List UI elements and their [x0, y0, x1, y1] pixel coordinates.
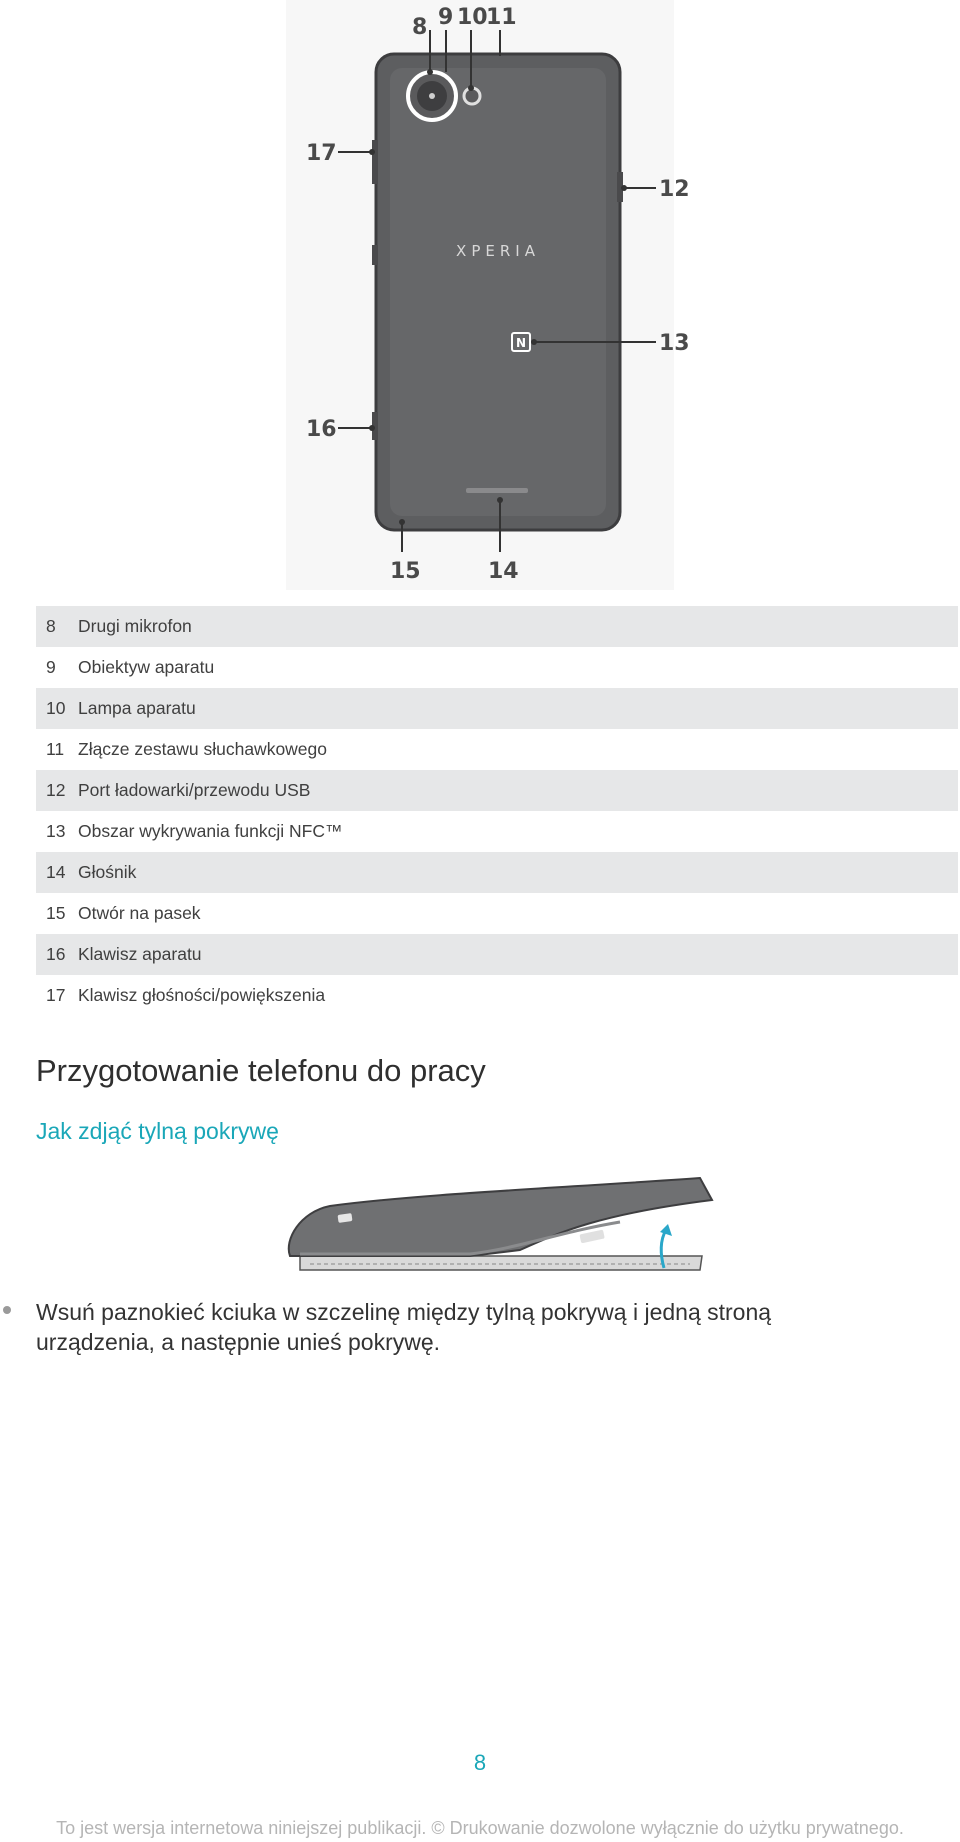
- page-number: 8: [473, 1750, 487, 1775]
- legend-label: Klawisz aparatu: [78, 944, 202, 964]
- callout-16: 16: [306, 417, 337, 442]
- legend-row: [36, 647, 958, 688]
- legend-number: 10: [46, 698, 66, 718]
- speaker-grille: [466, 488, 528, 493]
- legend-row: [36, 729, 958, 770]
- footer-note: To jest wersja internetowa niniejszej publikacji. © Drukowanie dozwolone wyłącznie do użytku prywatnego.: [56, 1818, 904, 1838]
- legend-label: Obszar wykrywania funkcji NFC™: [78, 821, 343, 841]
- legend-row: [36, 975, 958, 1016]
- legend-number: 13: [46, 821, 66, 841]
- callout-12: 12: [659, 177, 690, 202]
- camera-lens-icon: [408, 72, 456, 120]
- bullet-icon: [3, 1306, 11, 1314]
- legend-label: Port ładowarki/przewodu USB: [78, 780, 311, 800]
- back-cover: [289, 1178, 712, 1256]
- legend-row: [36, 811, 958, 852]
- legend-number: 14: [46, 862, 66, 882]
- brand-logo: XPERIA: [456, 242, 540, 260]
- callout-14: 14: [488, 559, 519, 584]
- legend-number: 11: [46, 739, 65, 759]
- legend-label: Lampa aparatu: [78, 698, 196, 718]
- subsection-title: Jak zdjąć tylną pokrywę: [36, 1118, 279, 1144]
- legend-label: Obiektyw aparatu: [78, 657, 215, 677]
- legend-label: Głośnik: [78, 862, 137, 882]
- legend-row: [36, 893, 958, 934]
- legend-row: [36, 688, 958, 729]
- section-title: Przygotowanie telefonu do pracy: [36, 1053, 486, 1088]
- instruction-text: Wsuń paznokieć kciuka w szczelinę między tylną pokrywą i jedną stroną urządzenia, a następnie unieś pokrywę.: [36, 1299, 772, 1355]
- legend-label: Złącze zestawu słuchawkowego: [78, 739, 328, 759]
- legend-number: 9: [46, 657, 56, 677]
- phone-back-illustration: [0, 0, 960, 590]
- legend-number: 8: [46, 616, 56, 636]
- callout-11: 11: [486, 5, 517, 30]
- legend-number: 15: [46, 903, 66, 923]
- parts-legend-table: [36, 606, 958, 1016]
- legend-row: [36, 606, 958, 647]
- callout-9: 9: [438, 5, 454, 30]
- callout-8: 8: [412, 15, 428, 40]
- legend-number: 17: [46, 985, 66, 1005]
- phone-body: [372, 54, 623, 530]
- callout-13: 13: [659, 331, 690, 356]
- legend-label: Otwór na pasek: [78, 903, 201, 923]
- phone-frame: [300, 1256, 702, 1270]
- legend-row: [36, 770, 958, 811]
- svg-text:N: N: [515, 336, 527, 350]
- legend-number: 12: [46, 780, 66, 800]
- callout-17: 17: [306, 141, 337, 166]
- legend-label: Drugi mikrofon: [78, 616, 192, 636]
- callout-15: 15: [390, 559, 421, 584]
- callout-10: 10: [457, 5, 488, 30]
- legend-row: [36, 852, 958, 893]
- legend-number: 16: [46, 944, 66, 964]
- phone-side-illustration: [0, 1170, 960, 1285]
- legend-label: Klawisz głośności/powiększenia: [78, 985, 326, 1005]
- legend-row: [36, 934, 958, 975]
